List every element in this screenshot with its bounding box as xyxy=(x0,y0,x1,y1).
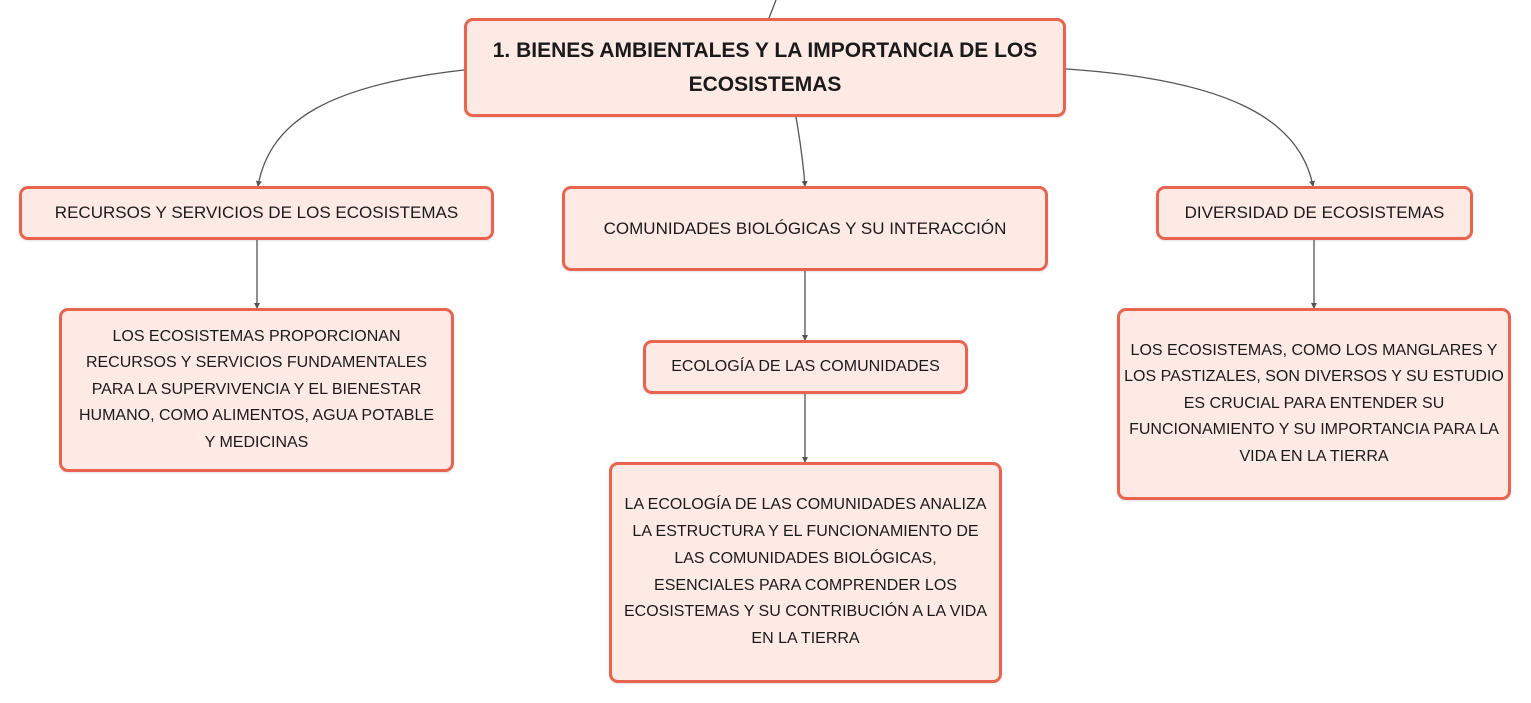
subtopic-label-ecologia-descripcion: LA ECOLOGÍA DE LAS COMUNIDADES ANALIZA LA ESTRUCTURA Y EL FUNCIONAMIENTO DE LAS COMUNIDADES BIOLÓGICAS, ESENCIALES PARA COMPRENDER LOS ECOSISTEMAS Y SU CONTRIBUCIÓN A LA VIDA EN LA TIERRA xyxy=(623,496,988,648)
root-topic-label: 1. BIENES AMBIENTALES Y LA IMPORTANCIA DE LOS ECOSISTEMAS xyxy=(492,38,1038,96)
subtopic-node-diversidad-descripcion[interactable] xyxy=(1117,308,1511,500)
topic-node-comunidades-biologicas[interactable] xyxy=(562,186,1048,271)
topic-label-diversidad-ecosistemas: DIVERSIDAD DE ECOSISTEMAS xyxy=(1184,203,1445,222)
topic-label-recursos-servicios: RECURSOS Y SERVICIOS DE LOS ECOSISTEMAS xyxy=(54,203,459,222)
topic-label-comunidades-biologicas: COMUNIDADES BIOLÓGICAS Y SU INTERACCIÓN xyxy=(603,218,1007,238)
connector-root-to-recursos xyxy=(258,70,464,186)
subtopic-node-recursos-descripcion[interactable] xyxy=(59,308,454,472)
subtopic-node-ecologia-comunidades[interactable] xyxy=(643,340,968,394)
connector-parent-to-root xyxy=(769,0,776,18)
topic-node-recursos-servicios[interactable] xyxy=(19,186,494,240)
topic-node-diversidad-ecosistemas[interactable] xyxy=(1156,186,1473,240)
subtopic-label-ecologia-comunidades: ECOLOGÍA DE LAS COMUNIDADES xyxy=(671,358,940,375)
subtopic-node-ecologia-descripcion[interactable] xyxy=(609,462,1002,683)
root-topic-node[interactable] xyxy=(464,18,1066,117)
connector-root-to-comunidades xyxy=(796,117,805,186)
subtopic-label-recursos-descripcion: LOS ECOSISTEMAS PROPORCIONAN RECURSOS Y SERVICIOS FUNDAMENTALES PARA LA SUPERVIVENCIA Y EL BIENESTAR HUMANO, COMO ALIMENTOS, AGUA POTABLE Y MEDICINAS xyxy=(78,327,435,451)
connector-root-to-diversidad xyxy=(1066,69,1313,186)
subtopic-label-diversidad-descripcion: LOS ECOSISTEMAS, COMO LOS MANGLARES Y LOS PASTIZALES, SON DIVERSOS Y SU ESTUDIO ES CRUCIAL PARA ENTENDER SU FUNCIONAMIENTO Y SU IMPORTANCIA PARA LA VIDA EN LA TIERRA xyxy=(1124,341,1504,465)
